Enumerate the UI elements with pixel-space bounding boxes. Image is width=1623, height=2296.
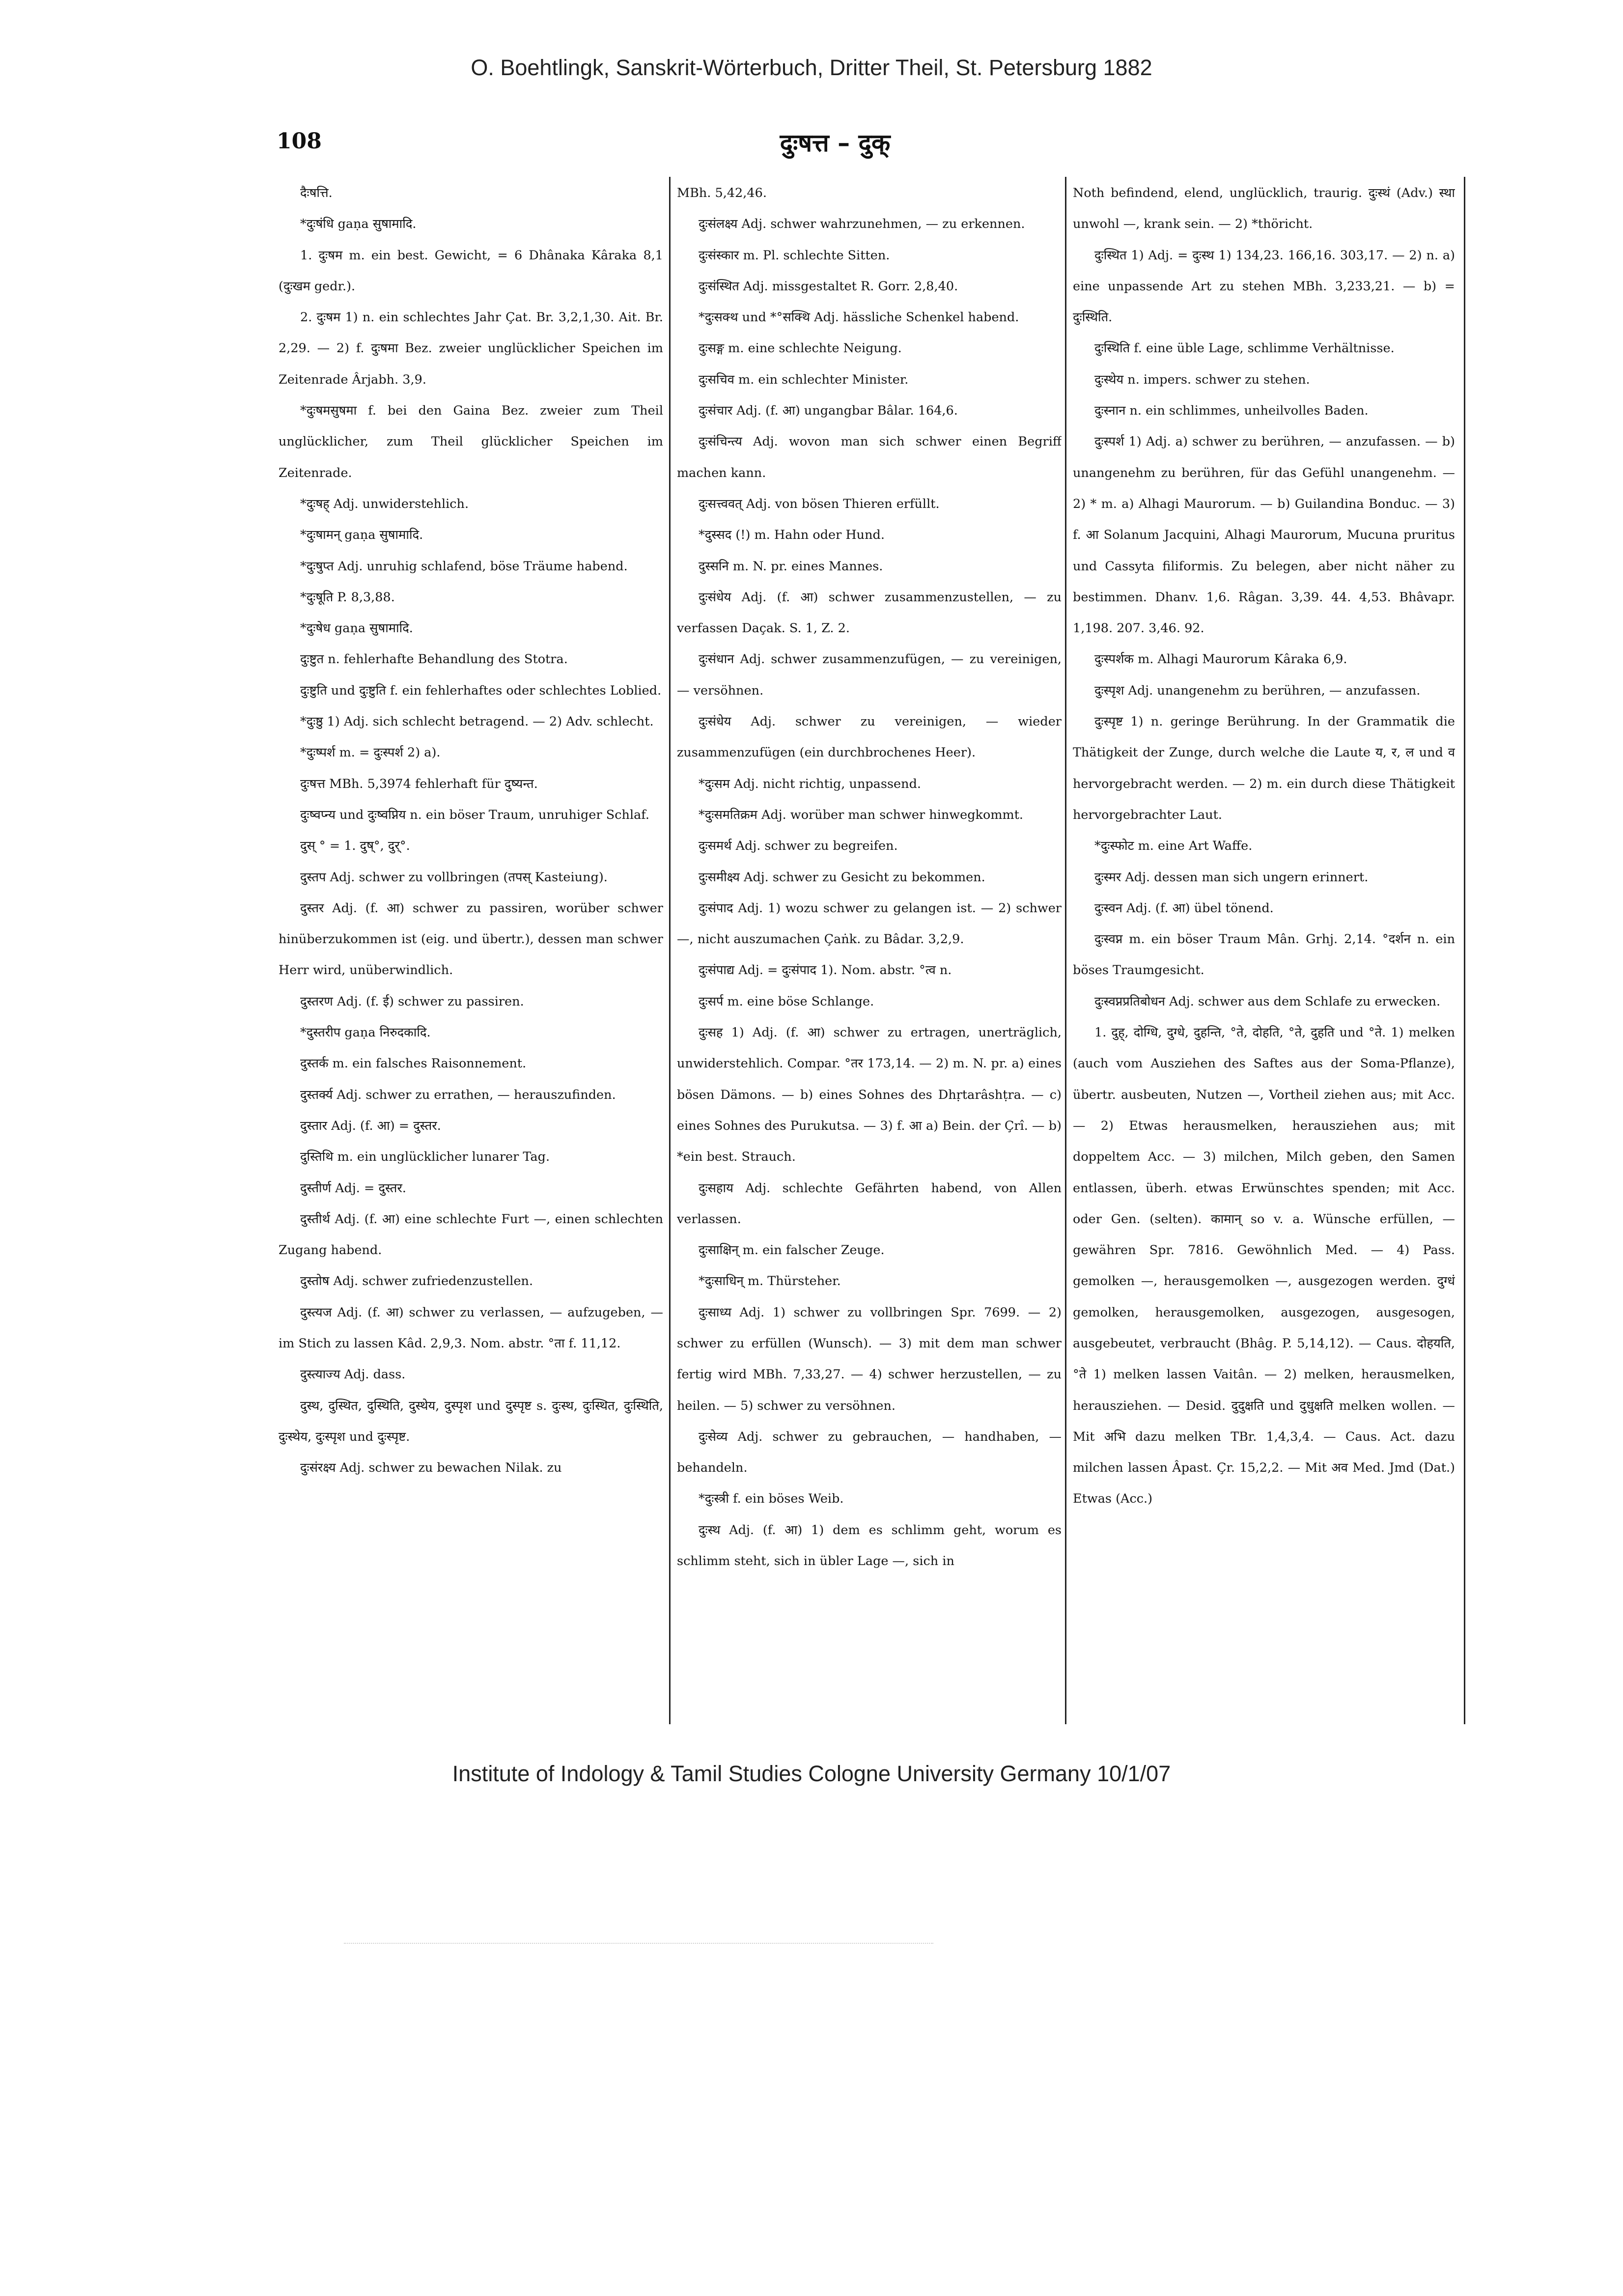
dictionary-entry: दुस्त्यज Adj. (f. आ) schwer zu verlassen, — aufzugeben, — im Stich zu lassen Kâd. 2,9,3. Nom. abstr. °ता f. 11,12. (279, 1305, 663, 1351)
dictionary-entry: MBh. 5,42,46. (677, 186, 767, 200)
dictionary-entry: दुःसंस्थित Adj. missgestaltet R. Gorr. 2,8,40. (699, 279, 958, 294)
dictionary-entry: दुःसह 1) Adj. (f. आ) schwer zu ertragen, unerträglich, unwiderstehlich. Compar. °तर 173,14. — 2) m. N. pr. a) eines bösen Dämons. — b) eines Sohnes des Dhṛtarâshṭra. — c) eines Sohnes des Purukutsa. — 3) f. आ a) Bein. der Çrî. — b) *ein best. Strauch. (677, 1025, 1062, 1165)
dictionary-entry: दुःसंधेय Adj. schwer zu vereinigen, — wieder zusammenzufügen (ein durchbrochenes Heer). (677, 714, 1062, 760)
column-3 (1073, 178, 1455, 1725)
dictionary-entry: दुःसंधेय Adj. (f. आ) schwer zusammenzustellen, — zu verfassen Daçak. S. 1, Z. 2. (677, 589, 1062, 636)
dictionary-entry: दुःस्पर्शक m. Alhagi Maurorum Kâraka 6,9. (1094, 652, 1347, 667)
dictionary-entry: *दुःषुप्त Adj. unruhig schlafend, böse Träume habend. (300, 559, 628, 574)
dictionary-entry: *दुःसाधिन् m. Thürsteher. (699, 1274, 841, 1289)
column-rule (1464, 177, 1465, 1724)
dictionary-entry: दुःसंधान Adj. schwer zusammenzufügen, — zu vereinigen, — versöhnen. (677, 652, 1062, 698)
dictionary-entry: दुःसंचार Adj. (f. आ) ungangbar Bâlar. 164,6. (699, 403, 958, 419)
dictionary-entry: दुःसचिव m. ein schlechter Minister. (699, 372, 909, 387)
dictionary-entry: Noth befindend, elend, unglücklich, traurig. दुःस्थं (Adv.) स्था unwohl —, krank sein. — 2) *thöricht. (1073, 186, 1455, 232)
dictionary-entry: दुस्सनि m. N. pr. eines Mannes. (699, 559, 883, 574)
dictionary-entry: दुःस्नान n. ein schlimmes, unheilvolles Baden. (1094, 403, 1369, 419)
dictionary-entry: दुःषत्त MBh. 5,3974 fehlerhaft für दुष्यन्त. (300, 776, 538, 791)
dictionary-entry: *दुःषह् Adj. unwiderstehlich. (300, 496, 469, 511)
dictionary-entry: *दुस्सद (!) m. Hahn oder Hund. (699, 528, 885, 543)
dictionary-entry: दुःस्थेय n. impers. schwer zu stehen. (1094, 372, 1310, 387)
dictionary-entry: दुःष्टुति und दुःष्टुति f. ein fehlerhaftes oder schlechtes Loblied. (300, 683, 662, 698)
dictionary-entry: दुस्तप Adj. schwer zu vollbringen (तपस् Kasteiung). (300, 869, 608, 885)
dictionary-entry: *दुःस्त्री f. ein böses Weib. (699, 1491, 844, 1507)
dictionary-entry: दुःसंचिन्त्य Adj. wovon man sich schwer einen Begriff machen kann. (677, 434, 1062, 480)
dictionary-entry: *दुःषमसुषमा f. bei den Gaina Bez. zweier zum Theil unglücklicher, zum Theil glücklicher Speichen im Zeitenrade. (279, 403, 663, 480)
dictionary-entry: दुःष्वप्न्य und दुःष्वप्निय n. ein böser Traum, unruhiger Schlaf. (300, 807, 649, 822)
column-1 (279, 178, 663, 1725)
dictionary-entry: दुःस्मर Adj. dessen man sich ungern erinnert. (1094, 869, 1369, 885)
dictionary-entry: दुःस्पर्श 1) Adj. a) schwer zu berühren, — anzufassen. — b) unangenehm zu berühren, für das Gefühl unangenehm. — 2) * m. a) Alhagi Maurorum. — b) Guilandina Bonduc. — 3) f. आ Solanum Jacquini, Alhagi Maurorum, Mucuna pruritus und Cassyta filiformis. Zu belegen, aber nicht näher zu bestimmen. Dhanv. 1,6. Râgan. 3,39. 44. 4,53. Bhâvapr. 1,198. 207. 3,46. 92. (1073, 434, 1455, 636)
dictionary-entry: दुःस्वप्न m. ein böser Traum Mân. Grhj. 2,14. °दर्शन n. ein böses Traumgesicht. (1073, 932, 1455, 978)
dictionary-entry: *दुःषंधि gaṇa सुषामादि. (300, 217, 417, 232)
dictionary-entry: दुःस्थ Adj. (f. आ) 1) dem es schlimm geht, worum es schlimm steht, sich in übler Lage —, sich in (677, 1522, 1062, 1569)
document-footer: Institute of Indology & Tamil Studies Cologne University Germany 10/1/07 (452, 1761, 1171, 1786)
dictionary-entry: दुस्तार Adj. (f. आ) = दुस्तर. (300, 1118, 441, 1133)
dictionary-entry: दुःसङ्ग m. eine schlechte Neigung. (699, 341, 902, 356)
dictionary-entry: दुस्तिथि m. ein unglücklicher lunarer Tag. (300, 1149, 550, 1165)
dictionary-entry: दुःसंस्कार m. Pl. schlechte Sitten. (699, 248, 890, 263)
dictionary-entry: दुःसत्त्ववत् Adj. von bösen Thieren erfüllt. (699, 496, 940, 511)
dictionary-entry: दुःसंलक्ष्य Adj. schwer wahrzunehmen, — zu erkennen. (699, 217, 1025, 232)
column-rule (669, 177, 671, 1724)
dictionary-entry: दुस्तीर्ण Adj. = दुस्तर. (300, 1180, 407, 1196)
dictionary-entry: *दुःष्ठु 1) Adj. sich schlecht betragend. — 2) Adv. schlecht. (300, 714, 654, 729)
dictionary-entry: दुःसहाय Adj. schlechte Gefährten habend, von Allen verlassen. (677, 1180, 1062, 1227)
column-2 (677, 178, 1062, 1725)
dictionary-entry: दुःसर्प m. eine böse Schlange. (699, 994, 874, 1009)
dictionary-entry: दुःस्पृश Adj. unangenehm zu berühren, — anzufassen. (1094, 683, 1421, 698)
dictionary-entry: *दुःषेध gaṇa सुषामादि. (300, 621, 413, 636)
dictionary-entry: दुःसंरक्ष्य Adj. schwer zu bewachen Nilak. zu (300, 1460, 562, 1476)
dictionary-entry: *दुःस्फोट m. eine Art Waffe. (1094, 839, 1253, 854)
dictionary-entry: दुःसमर्थ Adj. schwer zu begreifen. (699, 839, 898, 854)
dictionary-entry: *दुःसमतिक्रम Adj. worüber man schwer hinwegkommt. (699, 807, 1024, 822)
dictionary-entry: दुःसाध्य Adj. 1) schwer zu vollbringen Spr. 7699. — 2) schwer zu erfüllen (Wunsch). — 3) mit dem man schwer fertig wird MBh. 7,33,27. — 4) schwer herzustellen, — zu heilen. — 5) schwer zu versöhnen. (677, 1305, 1062, 1413)
dictionary-entry: *दुःसम Adj. nicht richtig, unpassend. (699, 776, 922, 791)
dictionary-entry: दुःस्वप्नप्रतिबोधन Adj. schwer aus dem Schlafe zu erwecken. (1094, 994, 1441, 1009)
dictionary-entry: दुःस्वन Adj. (f. आ) übel tönend. (1094, 900, 1274, 916)
dictionary-entry: *दुःषूति P. 8,3,88. (300, 589, 395, 605)
dictionary-entry: दुस्तर्क m. ein falsches Raisonnement. (300, 1056, 527, 1071)
dictionary-entry: दुस्तीर्थ Adj. (f. आ) eine schlechte Furt —, einen schlechten Zugang habend. (279, 1211, 663, 1258)
page-number: 108 (277, 129, 322, 154)
dictionary-entry: दुस्तर्क्य Adj. schwer zu errathen, — herauszufinden. (300, 1087, 616, 1102)
dictionary-entry: *दुस्तरीप gaṇa निरुदकादि. (300, 1025, 431, 1040)
document-header: O. Boehtlingk, Sanskrit-Wörterbuch, Dritter Theil, St. Petersburg 1882 (471, 55, 1152, 80)
dictionary-entry: दुस् ° = 1. दुष्°, दुर्°. (300, 839, 410, 854)
dictionary-entry: *दुःसक्थ und *°सक्थि Adj. hässliche Schenkel habend. (699, 310, 1019, 325)
dictionary-entry: दुःसाक्षिन् m. ein falscher Zeuge. (699, 1243, 885, 1258)
dictionary-entry: दुःसंपाद Adj. 1) wozu schwer zu gelangen ist. — 2) schwer —, nicht auszumachen Çaṅk. zu Bâdar. 3,2,9. (677, 900, 1062, 947)
dictionary-entry: दुःस्पृष्ट 1) n. geringe Berührung. In der Grammatik die Thätigkeit der Zunge, durch welche die Laute य, र, ल und व hervorgebracht werden. — 2) m. ein durch diese Thätigkeit hervorgebrachter Laut. (1073, 714, 1455, 822)
dictionary-entry: दुःसंपाद्य Adj. = दुःसंपाद 1). Nom. abstr. °त्व n. (699, 963, 952, 978)
dictionary-entry: दुःसेव्य Adj. schwer zu gebrauchen, — handhaben, — behandeln. (677, 1429, 1062, 1476)
dictionary-entry: दुस्तर Adj. (f. आ) schwer zu passiren, worüber schwer hinüberzukommen ist (eig. und übertr.), dessen man schwer Herr wird, unüberwindlich. (279, 900, 663, 978)
dictionary-entry: दुःस्थित 1) Adj. = दुःस्थ 1) 134,23. 166,16. 303,17. — 2) n. a) eine unpassende Art zu stehen MBh. 3,233,21. — b) = दुःस्थिति. (1073, 248, 1455, 325)
dictionary-entry: *दुःष्पर्श m. = दुःस्पर्श 2) a). (300, 745, 441, 760)
dictionary-entry: दुःस्थिति f. eine üble Lage, schlimme Verhältnisse. (1094, 341, 1395, 356)
dictionary-entry: 1. दुह्, दोग्धि, दुग्धे, दुहन्ति, °ते, दोहति, °ते, दुहति und °ते. 1) melken (auch vom Ausziehen des Saftes aus der Soma-Pflanze), übertr. ausbeuten, Nutzen —, Vortheil ziehen aus; mit Acc. — 2) Etwas herausmelken, herausziehen aus; mit doppeltem Acc. — 3) milchen, Milch geben, den Samen entlassen, überh. etwas Erwünschtes spenden; mit Acc. oder Gen. (selten). कामान् so v. a. Wünsche erfüllen, — gewähren Spr. 7816. Gewöhnlich Med. — 4) Pass. gemolken —, herausgemolken —, ausgezogen werden. दुग्धं gemolken, herausgemolken, ausgezogen, ausgesogen, ausgebeutet, verbraucht (Bhâg. P. 5,14,12). — Caus. दोहयति, °ते 1) melken lassen Vaitân. — 2) melken, herausmelken, herausziehen. — Desid. दुदुक्षति und दुधुक्षति melken wollen. — Mit अभि dazu melken TBr. 1,4,3,4. — Caus. Act. dazu milchen lassen Âpast. Çr. 15,2,2. — Mit अव Med. Jmd (Dat.) Etwas (Acc.) (1073, 1025, 1455, 1507)
dictionary-entry: 2. दुःषम 1) n. ein schlechtes Jahr Çat. Br. 3,2,1,30. Ait. Br. 2,29. — 2) f. दुःषमा Bez. zweier unglücklicher Speichen im Zeitenrade Ârjabh. 3,9. (279, 310, 663, 387)
dictionary-entry: दुस्तोष Adj. schwer zufriedenzustellen. (300, 1274, 533, 1289)
dictionary-entry: दुस्तरण Adj. (f. ई) schwer zu passiren. (300, 994, 524, 1009)
dictionary-entry: दुस्थ, दुस्थित, दुस्थिति, दुस्थेय, दुस्पृश und दुस्पृष्ट s. दुःस्थ, दुःस्थित, दुःस्थिति, दुःस्थेय, दुःस्पृश und दुःस्पृष्ट. (279, 1398, 663, 1444)
scan-artifact-line (344, 1943, 933, 1944)
column-rule (1065, 177, 1066, 1724)
dictionary-entry: *दुःषामन् gaṇa सुषामादि. (300, 528, 423, 543)
dictionary-entry: दुःसमीक्ष्य Adj. schwer zu Gesicht zu bekommen. (699, 869, 985, 885)
dictionary-entry: दुस्त्याज्य Adj. dass. (300, 1367, 406, 1382)
dictionary-entry: 1. दुःषम m. ein best. Gewicht, = 6 Dhânaka Kâraka 8,1 (दुःखम gedr.). (279, 248, 663, 294)
running-head: दुःषत्त – दुक् (780, 129, 891, 157)
dictionary-entry: दुःष्टुत n. fehlerhafte Behandlung des Stotra. (300, 652, 568, 667)
dictionary-entry: दैःषत्ति. (300, 186, 333, 200)
